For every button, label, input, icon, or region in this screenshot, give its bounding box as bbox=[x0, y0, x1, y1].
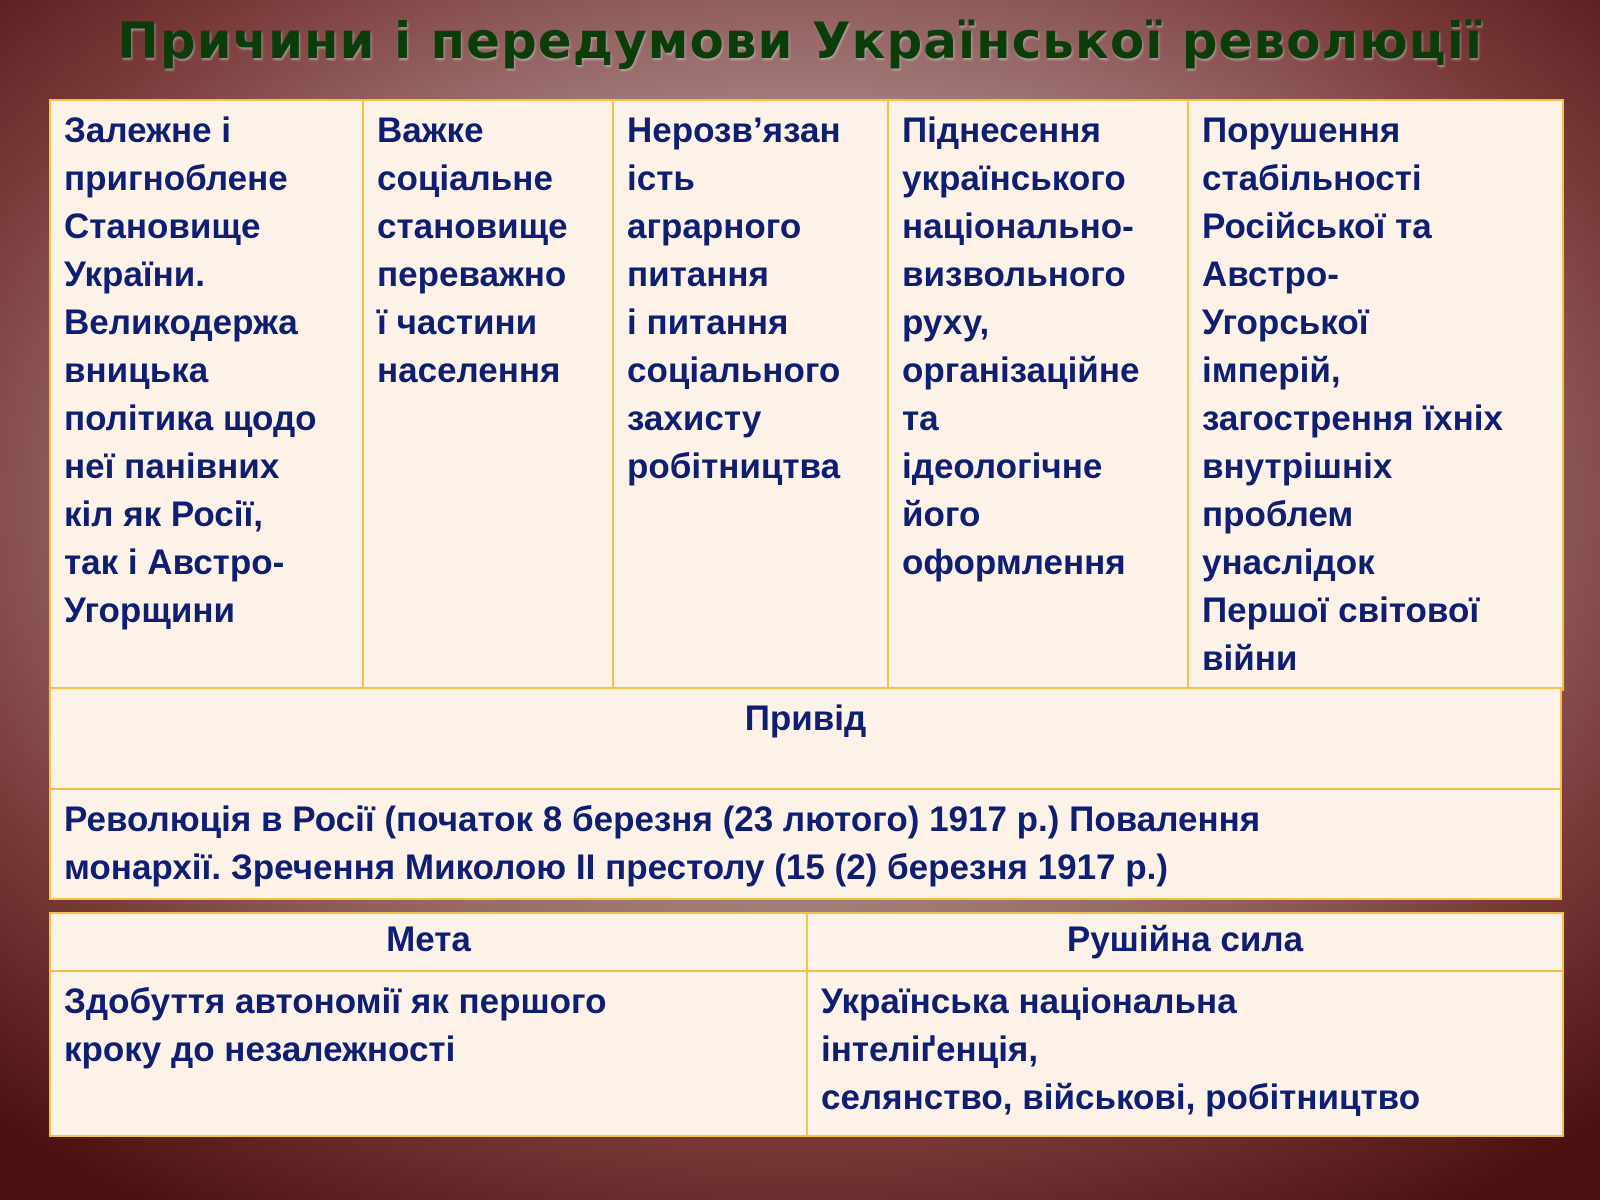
cause-text-5: Порушення стабільності Російської та Австро- Угорської імперій, загострення їхніх внутрішніх проблем унаслідок Першої світової війни bbox=[1202, 111, 1503, 678]
driving-force-heading: Рушійна сила bbox=[807, 913, 1563, 971]
cause-text-4: Піднесення українського національно- визвольного руху, організаційне та ідеологічне його оформлення bbox=[902, 111, 1140, 582]
page-title: Причини і передумови Української революції bbox=[116, 12, 1484, 70]
trigger-cell bbox=[50, 789, 1561, 899]
driving-force-text: Українська національна інтеліґенція, селянство, військові, робітництво bbox=[821, 982, 1421, 1117]
trigger-text-row bbox=[50, 789, 1561, 899]
cause-cell-4 bbox=[888, 100, 1188, 690]
causes-table bbox=[49, 99, 1564, 691]
goal-text: Здобуття автономії як першого кроку до незалежності bbox=[64, 982, 607, 1069]
trigger-table bbox=[49, 687, 1562, 900]
goal-heading-row bbox=[50, 913, 1563, 971]
driving-force-cell bbox=[807, 971, 1563, 1136]
cause-cell-3 bbox=[613, 100, 888, 690]
causes-row bbox=[50, 100, 1563, 690]
goal-driving-force-table bbox=[49, 912, 1564, 1137]
cause-text-2: Важке соціальне становище переважно ї частини населення bbox=[377, 111, 568, 390]
goal-heading: Мета bbox=[50, 913, 807, 971]
cause-text-1: Залежне і пригноблене Становище України. Великодержа вницька політика щодо неї панівних кіл як Росії, так і Австро- Угорщини bbox=[64, 111, 317, 630]
cause-cell-1 bbox=[50, 100, 363, 690]
cause-cell-5 bbox=[1188, 100, 1563, 690]
goal-cell bbox=[50, 971, 807, 1136]
trigger-heading: Привід bbox=[50, 688, 1561, 789]
cause-cell-2 bbox=[363, 100, 613, 690]
trigger-heading-row bbox=[50, 688, 1561, 789]
cause-text-3: Нерозв’язан ість аграрного питання і питання соціального захисту робітництва bbox=[627, 111, 841, 486]
goal-text-row bbox=[50, 971, 1563, 1136]
trigger-text: Революція в Росії (початок 8 березня (23 лютого) 1917 р.) Повалення монархії. Зречення Миколою ІІ престолу (15 (2) березня 1917 р.) bbox=[64, 800, 1261, 887]
